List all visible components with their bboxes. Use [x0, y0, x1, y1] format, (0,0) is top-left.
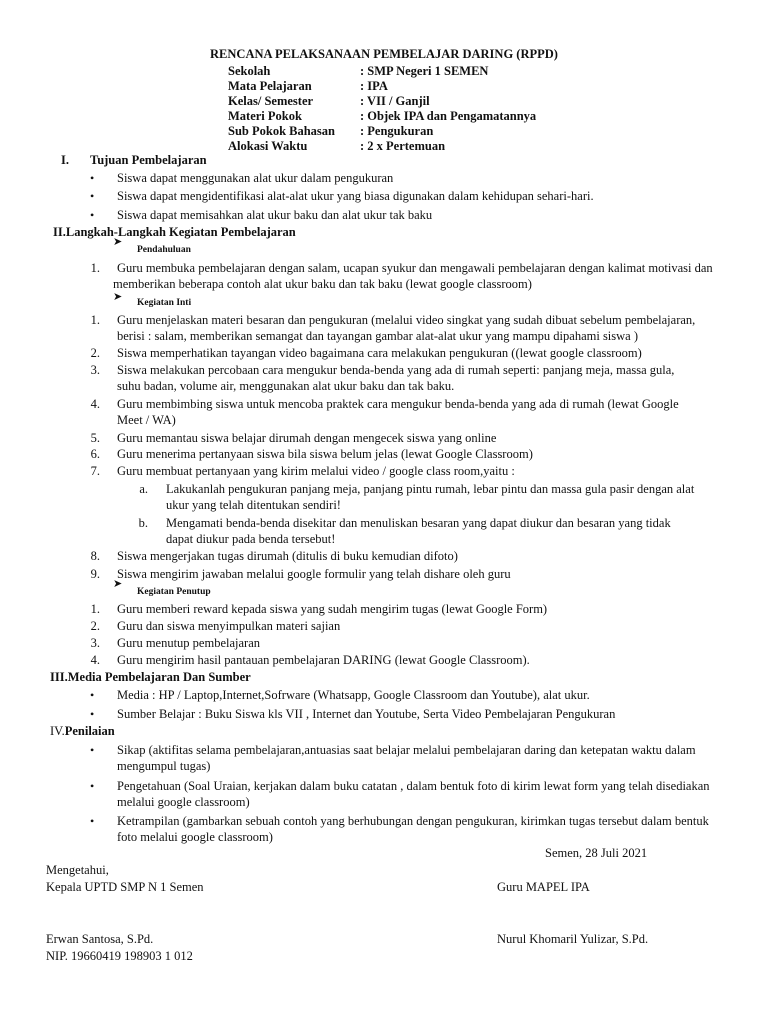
- item-letter: b.: [138, 516, 148, 530]
- list-item: Sikap (aktifitas selama pembelajaran,antuasias saat belajar melalui pembelajaran daring dan ketepatan waktu dalam: [117, 743, 696, 757]
- info-label: Alokasi Waktu: [228, 139, 308, 153]
- list-item: Guru menerima pertanyaan siswa bila siswa belum jelas (lewat Google Classroom): [117, 447, 533, 461]
- signature-right-role: Guru MAPEL IPA: [497, 880, 590, 894]
- list-item: Siswa mengerjakan tugas dirumah (ditulis di buku kemudian difoto): [117, 549, 458, 563]
- list-item: Guru menutup pembelajaran: [117, 636, 261, 650]
- signature-left-nip: NIP. 19660419 198903 1 012: [46, 949, 193, 963]
- section-heading: Tujuan Pembelajaran: [90, 153, 207, 167]
- info-value: : Objek IPA dan Pengamatannya: [360, 109, 537, 123]
- section-heading-prefix: IV.: [50, 724, 65, 738]
- section-heading: [50, 724, 115, 739]
- bullet-icon: •: [90, 779, 95, 793]
- subsection-label: Kegiatan Penutup: [137, 587, 211, 597]
- list-item: foto melalui google classroom): [117, 830, 273, 844]
- list-item: memberikan beberapa contoh alat ukur baku dan tak baku (lewat google classroom): [113, 277, 532, 291]
- signature-acknowledged: Mengetahui,: [46, 863, 109, 877]
- list-item: Guru membuat pertanyaan yang kirim melalui video / google class room,yaitu :: [117, 464, 515, 478]
- item-number: 9.: [90, 567, 100, 581]
- bullet-icon: •: [90, 688, 95, 702]
- item-number: 6.: [90, 447, 100, 461]
- list-item: Guru membimbing siswa untuk mencoba praktek cara mengukur benda-benda yang ada di rumah (lewat Google: [117, 397, 679, 411]
- info-label: Materi Pokok: [228, 109, 302, 123]
- signature-right-name: Nurul Khomaril Yulizar, S.Pd.: [497, 932, 649, 946]
- info-label: Sub Pokok Bahasan: [228, 124, 336, 138]
- list-item: suhu badan, volume air, menggunakan alat ukur baku dan tak baku.: [117, 379, 455, 393]
- list-item: melalui google classroom): [117, 795, 250, 809]
- info-label: Mata Pelajaran: [228, 79, 312, 93]
- signature-left-role: Kepala UPTD SMP N 1 Semen: [46, 880, 204, 894]
- arrow-icon: ➤: [113, 236, 123, 248]
- item-number: 1.: [90, 313, 100, 327]
- bullet-icon: •: [90, 189, 95, 203]
- list-item: Siswa dapat memisahkan alat ukur baku dan alat ukur tak baku: [117, 208, 433, 222]
- subsection-label: Kegiatan Inti: [137, 298, 192, 308]
- info-value: : Pengukuran: [360, 124, 434, 138]
- list-item: Lakukanlah pengukuran panjang meja, panjang pintu rumah, lebar pintu dan massa gula pasir dengan alat: [166, 482, 695, 496]
- item-number: 3.: [90, 363, 100, 377]
- item-letter: a.: [139, 482, 148, 496]
- item-number: 1.: [90, 261, 100, 275]
- item-number: 2.: [90, 346, 100, 360]
- list-item: Media : HP / Laptop,Internet,Sofrware (Whatsapp, Google Classroom dan Youtube), alat ukur.: [117, 688, 590, 702]
- item-number: 2.: [90, 619, 100, 633]
- info-value: : SMP Negeri 1 SEMEN: [360, 64, 489, 78]
- list-item: Siswa memperhatikan tayangan video bagaimana cara melakukan pengukuran ((lewat google classroom): [117, 346, 642, 360]
- list-item: dapat diukur pada benda tersebut!: [166, 532, 336, 546]
- item-number: 3.: [90, 636, 100, 650]
- info-value: : 2 x Pertemuan: [360, 139, 446, 153]
- list-item: Guru mengirim hasil pantauan pembelajaran DARING (lewat Google Classroom).: [117, 653, 530, 667]
- item-number: 8.: [90, 549, 100, 563]
- bullet-icon: •: [90, 208, 95, 222]
- list-item: Guru memberi reward kepada siswa yang sudah mengirim tugas (lewat Google Form): [117, 602, 548, 616]
- bullet-icon: •: [90, 707, 95, 721]
- list-item: Siswa dapat mengidentifikasi alat-alat ukur yang biasa digunakan dalam kehidupan sehari-hari.: [117, 189, 594, 203]
- list-item: Guru dan siswa menyimpulkan materi sajian: [117, 619, 341, 633]
- list-item: berisi : salam, memberikan semangat dan tayangan gambar alat-alat ukur yang mampu dipahami siswa ): [117, 329, 639, 343]
- subsection-label: Pendahuluan: [137, 245, 191, 255]
- arrow-icon: ➤: [113, 578, 123, 590]
- item-number: 4.: [90, 397, 100, 411]
- section-heading: II.Langkah-Langkah Kegiatan Pembelajaran: [53, 225, 296, 239]
- info-label: Sekolah: [228, 64, 271, 78]
- list-item: Siswa mengirim jawaban melalui google formulir yang telah dishare oleh guru: [117, 567, 511, 581]
- bullet-icon: •: [90, 814, 95, 828]
- list-item: Pengetahuan (Soal Uraian, kerjakan dalam buku catatan , dalam bentuk foto di kirim lewat form yang telah disediakan: [117, 779, 710, 793]
- list-item: mengumpul tugas): [117, 759, 211, 773]
- document-title: RENCANA PELAKSANAAN PEMBELAJAR DARING (RPPD): [210, 47, 558, 61]
- arrow-icon: ➤: [113, 291, 123, 303]
- list-item: Guru memantau siswa belajar dirumah dengan mengecek siswa yang online: [117, 431, 497, 445]
- item-number: 1.: [90, 602, 100, 616]
- section-heading: III.Media Pembelajaran Dan Sumber: [50, 670, 251, 684]
- list-item: Meet / WA): [117, 413, 176, 427]
- signature-date: Semen, 28 Juli 2021: [545, 846, 648, 860]
- list-item: Guru membuka pembelajaran dengan salam, ucapan syukur dan mengawali pembelajaran dengan kalimat motivasi dan: [117, 261, 713, 275]
- section-heading-label: Penilaian: [64, 724, 115, 738]
- list-item: Mengamati benda-benda disekitar dan menuliskan besaran yang dapat diukur dan besaran yang tidak: [166, 516, 671, 530]
- list-item: Siswa melakukan percobaan cara mengukur benda-benda yang ada di rumah seperti: panjang meja, massa gula,: [117, 363, 675, 377]
- signature-left-name: Erwan Santosa, S.Pd.: [46, 932, 154, 946]
- info-label: Kelas/ Semester: [228, 94, 314, 108]
- item-number: 5.: [90, 431, 100, 445]
- bullet-icon: •: [90, 171, 95, 185]
- list-item: Ketrampilan (gambarkan sebuah contoh yang berhubungan dengan pengukuran, kirimkan tugas tersebut dalam bentuk: [117, 814, 709, 828]
- item-number: 4.: [90, 653, 100, 667]
- info-value: : IPA: [360, 79, 388, 93]
- list-item: Guru menjelaskan materi besaran dan pengukuran (melalui video singkat yang sudah dibuat sebelum pembelajaran,: [117, 313, 696, 327]
- list-item: Siswa dapat menggunakan alat ukur dalam pengukuran: [117, 171, 394, 185]
- list-item: ukur yang telah ditentukan sendiri!: [166, 498, 341, 512]
- item-number: 7.: [90, 464, 100, 478]
- section-number: I.: [61, 153, 69, 167]
- list-item: Sumber Belajar : Buku Siswa kls VII , Internet dan Youtube, Serta Video Pembelajaran Pengukuran: [117, 707, 616, 721]
- info-value: : VII / Ganjil: [360, 94, 430, 108]
- bullet-icon: •: [90, 743, 95, 757]
